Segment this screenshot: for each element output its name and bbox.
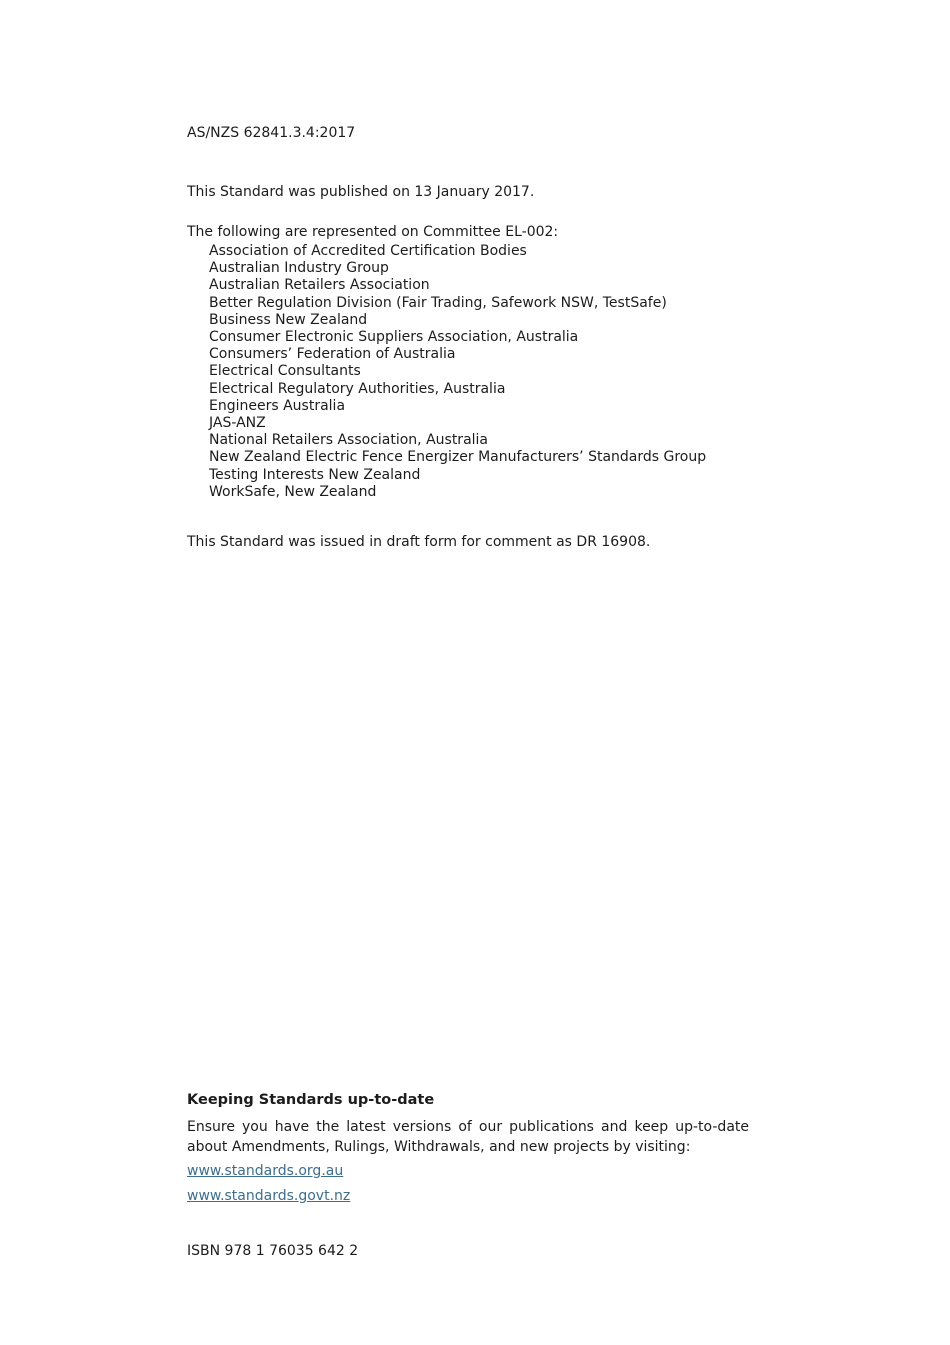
- committee-member: Association of Accredited Certification Bodies: [209, 243, 527, 259]
- standards-org-au-link[interactable]: www.standards.org.au: [187, 1163, 344, 1179]
- document-number: AS/NZS 62841.3.4:2017: [187, 125, 356, 141]
- committee-member: Better Regulation Division (Fair Trading, Safework NSW, TestSafe): [209, 294, 667, 311]
- committee-member: Consumers’ Federation of Australia: [209, 346, 456, 363]
- committee-intro-line: The following are represented on Committee EL-002:: [187, 224, 559, 240]
- committee-member: Australian Industry Group: [209, 260, 389, 277]
- committee-member: Consumer Electronic Suppliers Association, Australia: [209, 329, 579, 346]
- committee-member: WorkSafe, New Zealand: [209, 483, 377, 500]
- committee-member: National Retailers Association, Australia: [209, 432, 489, 449]
- committee-member: New Zealand Electric Fence Energizer Manufacturers’ Standards Group: [209, 449, 707, 466]
- published-date-line: This Standard was published on 13 January 2017.: [187, 184, 535, 200]
- committee-member: Testing Interests New Zealand: [209, 466, 421, 483]
- committee-member: Australian Retailers Association: [209, 277, 430, 294]
- keeping-standards-body: Ensure you have the latest versions of our publications and keep up-to-date about Amendments, Rulings, Withdrawals, and new projects by visiting:: [187, 1119, 749, 1155]
- draft-comment-note: This Standard was issued in draft form for comment as DR 16908.: [187, 534, 651, 550]
- committee-member: Business New Zealand: [209, 311, 368, 328]
- standards-govt-nz-link[interactable]: www.standards.govt.nz: [187, 1188, 351, 1204]
- committee-member: JAS-ANZ: [209, 415, 266, 432]
- keeping-standards-heading: Keeping Standards up-to-date: [187, 1092, 435, 1108]
- committee-member: Electrical Regulatory Authorities, Australia: [209, 380, 506, 397]
- committee-member: Electrical Consultants: [209, 363, 361, 380]
- isbn-line: ISBN 978 1 76035 642 2: [187, 1243, 359, 1259]
- committee-member: Engineers Australia: [209, 397, 346, 414]
- committee-member-list: [209, 243, 706, 501]
